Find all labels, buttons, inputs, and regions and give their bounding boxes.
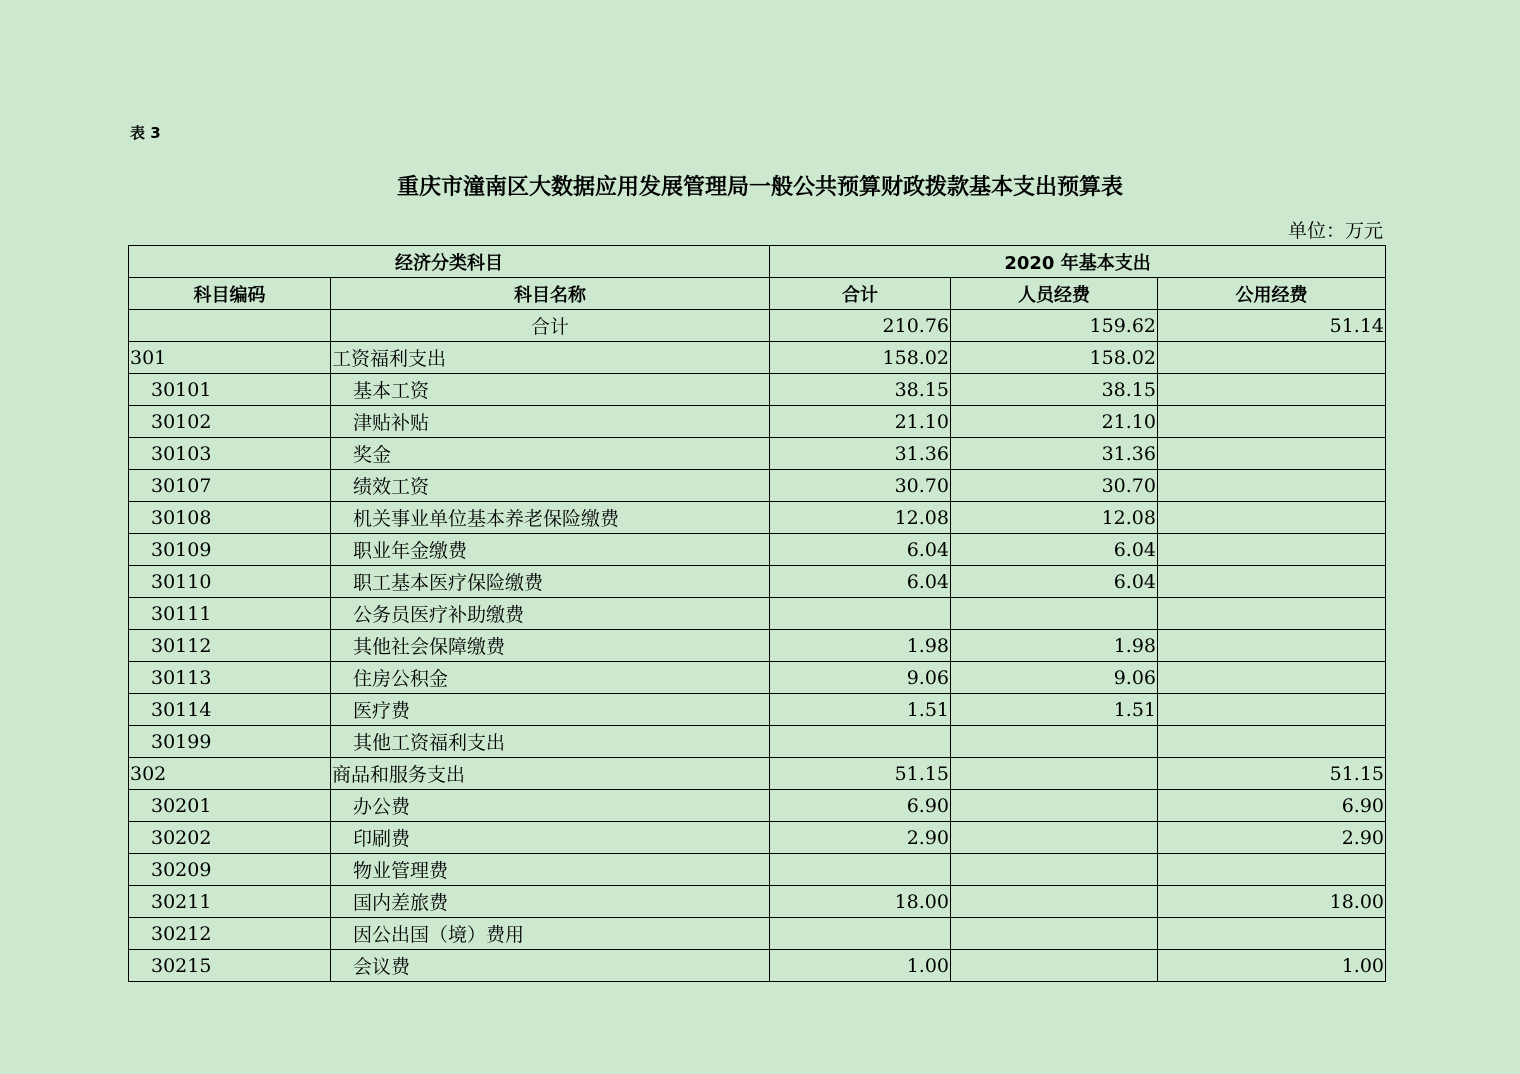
cell-personnel: 9.06 — [951, 662, 1158, 694]
table-row — [129, 822, 1386, 854]
table-row — [129, 630, 1386, 662]
cell-total: 30.70 — [770, 470, 951, 502]
cell-personnel: 31.36 — [951, 438, 1158, 470]
cell-total: 38.15 — [770, 374, 951, 406]
cell-total: 2.90 — [770, 822, 951, 854]
cell-name: 物业管理费 — [331, 854, 770, 886]
cell-public: 2.90 — [1158, 822, 1386, 854]
table-row — [129, 566, 1386, 598]
cell-name: 奖金 — [331, 438, 770, 470]
table-row — [129, 726, 1386, 758]
cell-public — [1158, 918, 1386, 950]
cell-code: 301 — [129, 342, 331, 374]
cell-public — [1158, 502, 1386, 534]
cell-name: 其他社会保障缴费 — [331, 630, 770, 662]
table-row — [129, 598, 1386, 630]
cell-total: 6.90 — [770, 790, 951, 822]
cell-name: 职工基本医疗保险缴费 — [331, 566, 770, 598]
cell-total: 1.51 — [770, 694, 951, 726]
cell-code: 30102 — [129, 406, 331, 438]
cell-personnel: 21.10 — [951, 406, 1158, 438]
cell-personnel: 1.98 — [951, 630, 1158, 662]
cell-total — [770, 918, 951, 950]
cell-personnel — [951, 918, 1158, 950]
cell-public — [1158, 694, 1386, 726]
table-row — [129, 470, 1386, 502]
header-total: 合计 — [770, 278, 951, 310]
cell-code: 30113 — [129, 662, 331, 694]
cell-name: 职业年金缴费 — [331, 534, 770, 566]
document-title: 重庆市潼南区大数据应用发展管理局一般公共预算财政拨款基本支出预算表 — [396, 175, 1123, 200]
cell-code: 30202 — [129, 822, 331, 854]
cell-total: 51.15 — [770, 758, 951, 790]
table-row — [129, 406, 1386, 438]
budget-table — [128, 245, 1386, 982]
header-code: 科目编码 — [129, 278, 331, 310]
cell-public — [1158, 854, 1386, 886]
cell-public — [1158, 662, 1386, 694]
cell-total: 31.36 — [770, 438, 951, 470]
cell-name: 医疗费 — [331, 694, 770, 726]
cell-code: 30103 — [129, 438, 331, 470]
cell-code: 30212 — [129, 918, 331, 950]
cell-total: 12.08 — [770, 502, 951, 534]
cell-code: 30209 — [129, 854, 331, 886]
cell-personnel: 6.04 — [951, 566, 1158, 598]
header-column-row — [129, 278, 1386, 310]
table-number-label: 表 3 — [130, 124, 161, 142]
table-row — [129, 662, 1386, 694]
cell-name: 因公出国（境）费用 — [331, 918, 770, 950]
table-header — [129, 246, 1386, 310]
table-row — [129, 694, 1386, 726]
cell-total — [770, 854, 951, 886]
cell-public — [1158, 630, 1386, 662]
cell-personnel — [951, 726, 1158, 758]
cell-personnel — [951, 822, 1158, 854]
cell-name: 公务员医疗补助缴费 — [331, 598, 770, 630]
cell-personnel — [951, 854, 1158, 886]
cell-personnel: 6.04 — [951, 534, 1158, 566]
cell-total: 1.98 — [770, 630, 951, 662]
cell-code: 30107 — [129, 470, 331, 502]
header-public: 公用经费 — [1158, 278, 1386, 310]
cell-public: 1.00 — [1158, 950, 1386, 982]
cell-name: 其他工资福利支出 — [331, 726, 770, 758]
cell-total — [770, 726, 951, 758]
cell-public — [1158, 342, 1386, 374]
cell-total: 6.04 — [770, 534, 951, 566]
table-row — [129, 790, 1386, 822]
table-body — [129, 310, 1386, 982]
cell-code: 30109 — [129, 534, 331, 566]
cell-public: 18.00 — [1158, 886, 1386, 918]
cell-public — [1158, 374, 1386, 406]
cell-personnel: 38.15 — [951, 374, 1158, 406]
table-row — [129, 854, 1386, 886]
cell-personnel: 1.51 — [951, 694, 1158, 726]
cell-personnel — [951, 950, 1158, 982]
header-basic-expenditure: 2020 年基本支出 — [770, 246, 1386, 278]
cell-name: 会议费 — [331, 950, 770, 982]
header-economic-classification: 经济分类科目 — [129, 246, 770, 278]
unit-label: 单位：万元 — [1287, 220, 1383, 242]
cell-public — [1158, 566, 1386, 598]
cell-code: 30111 — [129, 598, 331, 630]
cell-total: 1.00 — [770, 950, 951, 982]
cell-total: 21.10 — [770, 406, 951, 438]
cell-public — [1158, 598, 1386, 630]
cell-name: 工资福利支出 — [331, 342, 770, 374]
table-row — [129, 918, 1386, 950]
cell-personnel: 30.70 — [951, 470, 1158, 502]
cell-personnel: 158.02 — [951, 342, 1158, 374]
cell-code: 30199 — [129, 726, 331, 758]
cell-code: 30211 — [129, 886, 331, 918]
table-row — [129, 342, 1386, 374]
cell-code: 30112 — [129, 630, 331, 662]
table-row — [129, 502, 1386, 534]
cell-name: 机关事业单位基本养老保险缴费 — [331, 502, 770, 534]
cell-personnel: 159.62 — [951, 310, 1158, 342]
cell-total: 158.02 — [770, 342, 951, 374]
cell-total: 18.00 — [770, 886, 951, 918]
cell-total: 9.06 — [770, 662, 951, 694]
cell-personnel: 12.08 — [951, 502, 1158, 534]
cell-total: 210.76 — [770, 310, 951, 342]
cell-code: 30215 — [129, 950, 331, 982]
cell-public: 6.90 — [1158, 790, 1386, 822]
header-personnel: 人员经费 — [951, 278, 1158, 310]
cell-name: 住房公积金 — [331, 662, 770, 694]
cell-name: 合计 — [331, 310, 770, 342]
cell-personnel — [951, 886, 1158, 918]
cell-code — [129, 310, 331, 342]
cell-personnel — [951, 790, 1158, 822]
cell-public: 51.14 — [1158, 310, 1386, 342]
cell-code: 30101 — [129, 374, 331, 406]
cell-public — [1158, 406, 1386, 438]
cell-name: 印刷费 — [331, 822, 770, 854]
cell-code: 30108 — [129, 502, 331, 534]
cell-name: 基本工资 — [331, 374, 770, 406]
cell-name: 商品和服务支出 — [331, 758, 770, 790]
cell-public — [1158, 726, 1386, 758]
table-row — [129, 950, 1386, 982]
cell-name: 国内差旅费 — [331, 886, 770, 918]
table-row — [129, 534, 1386, 566]
table-row — [129, 886, 1386, 918]
table-row — [129, 374, 1386, 406]
table-row — [129, 438, 1386, 470]
table-row — [129, 310, 1386, 342]
cell-public — [1158, 470, 1386, 502]
cell-code: 302 — [129, 758, 331, 790]
cell-public — [1158, 438, 1386, 470]
cell-total: 6.04 — [770, 566, 951, 598]
cell-public: 51.15 — [1158, 758, 1386, 790]
cell-public — [1158, 534, 1386, 566]
header-group-row — [129, 246, 1386, 278]
cell-code: 30201 — [129, 790, 331, 822]
header-name: 科目名称 — [331, 278, 770, 310]
table-row — [129, 758, 1386, 790]
cell-personnel — [951, 598, 1158, 630]
cell-name: 办公费 — [331, 790, 770, 822]
cell-name: 津贴补贴 — [331, 406, 770, 438]
cell-personnel — [951, 758, 1158, 790]
cell-total — [770, 598, 951, 630]
cell-name: 绩效工资 — [331, 470, 770, 502]
cell-code: 30110 — [129, 566, 331, 598]
cell-code: 30114 — [129, 694, 331, 726]
